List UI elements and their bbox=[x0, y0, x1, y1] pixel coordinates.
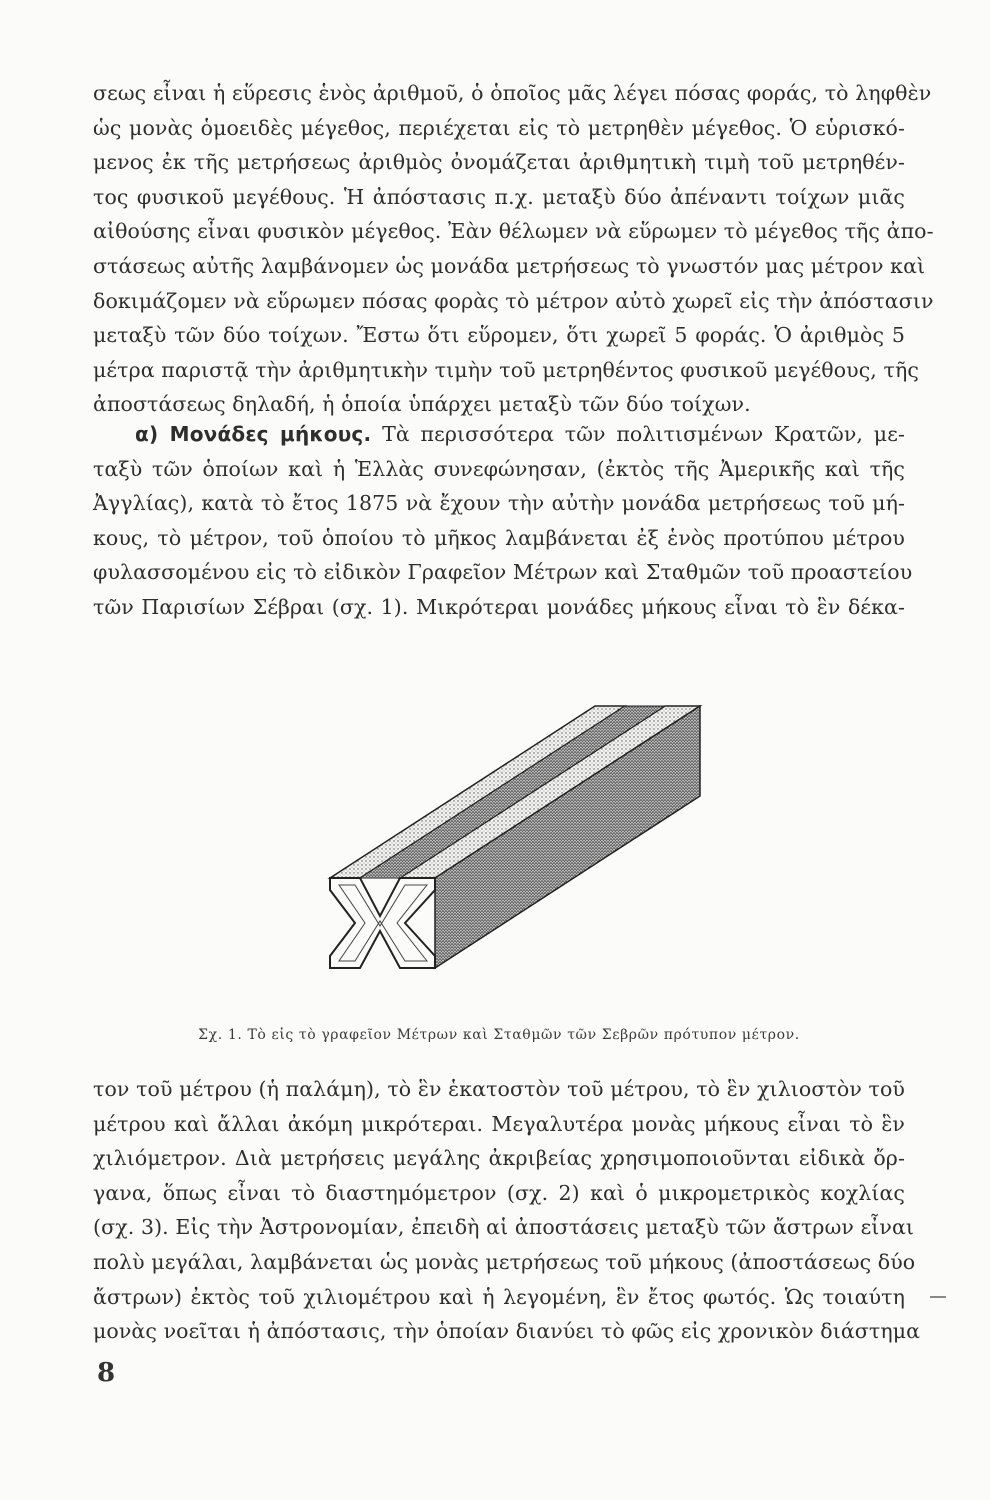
text-line: μέτρου καὶ ἄλλαι ἀκόμη μικρότεραι. Μεγαλυτέρα μονὰς μήκους εἶναι τὸ ἓν bbox=[93, 1111, 905, 1136]
text-line: (σχ. 3). Εἰς τὴν Ἀστρονομίαν, ἐπειδὴ αἱ ἀποστάσεις μεταξὺ τῶν ἄστρων εἶναι bbox=[93, 1215, 915, 1240]
text-line: τος φυσικοῦ μεγέθους. Ἡ ἀπόστασις π.χ. μεταξὺ δύο ἀπέναντι τοίχων μιᾶς bbox=[93, 184, 905, 209]
text-line: γανα, ὅπως εἶναι τὸ διαστημόμετρον (σχ. 2) καὶ ὁ μικρομετρικὸς κοχλίας bbox=[93, 1180, 905, 1205]
section-heading: α) Μονάδες μήκους. bbox=[135, 422, 372, 446]
paragraph-measurement-definition bbox=[93, 76, 934, 422]
paragraph-smaller-larger-units bbox=[93, 1072, 921, 1349]
text-line: μεταξὺ τῶν δύο τοίχων. Ἔστω ὅτι εὕρομεν, ὅτι χωρεῖ 5 φοράς. Ὁ ἀριθμὸς 5 bbox=[93, 323, 905, 348]
text-line: αἰθούσης εἶναι φυσικὸν μέγεθος. Ἐὰν θέλωμεν νὰ εὕρωμεν τὸ μέγεθος τῆς ἀπο- bbox=[93, 219, 934, 244]
text-line-with-heading bbox=[93, 417, 905, 452]
standard-meter-bar-figure bbox=[325, 688, 705, 988]
figure-caption: Σχ. 1. Τὸ εἰς τὸ γραφεῖον Μέτρων καὶ Σταθμῶν τῶν Σεβρῶν πρότυπον μέτρον. bbox=[198, 1027, 800, 1043]
text-line: φυλασσομένου εἰς τὸ εἰδικὸν Γραφεῖον Μέτρων καὶ Σταθμῶν τοῦ προαστείου bbox=[93, 560, 913, 585]
text-line: ταξὺ τῶν ὁποίων καὶ ἡ Ἑλλὰς συνεφώνησαν, (ἐκτὸς τῆς Ἀμερικῆς καὶ τῆς bbox=[93, 456, 905, 481]
margin-mark bbox=[930, 1296, 946, 1298]
text-line: χιλιόμετρον. Διὰ μετρήσεις μεγάλης ἀκριβείας χρησιμοποιοῦνται εἰδικὰ ὄρ- bbox=[93, 1146, 905, 1171]
paragraph-length-units bbox=[93, 417, 913, 625]
text-line: τον τοῦ μέτρου (ἡ παλάμη), τὸ ἓν ἑκατοστὸν τοῦ μέτρου, τὸ ἓν χιλιοστὸν τοῦ bbox=[93, 1077, 905, 1101]
text-line: τῶν Παρισίων Σέβραι (σχ. 1). Μικρότεραι μονάδες μήκους εἶναι τὸ ἓν δέκα- bbox=[93, 594, 905, 619]
text-line: ἄστρων) ἐκτὸς τοῦ χιλιομέτρου καὶ ἡ λεγομένη, ἓν ἔτος φωτός. Ὡς τοιαύτη bbox=[93, 1284, 905, 1309]
text-line: σεως εἶναι ἡ εὕρεσις ἑνὸς ἀριθμοῦ, ὁ ὁποῖος μᾶς λέγει πόσας φοράς, τὸ ληφθὲν bbox=[93, 81, 932, 105]
text-line: μονὰς νοεῖται ἡ ἀπόστασις, τὴν ὁποίαν διανύει τὸ φῶς εἰς χρονικὸν διάστημα bbox=[93, 1319, 921, 1344]
text-line-start: Τὰ περισσότερα τῶν πολιτισμένων Κρατῶν, με- bbox=[382, 422, 905, 446]
text-line: πολὺ μεγάλαι, λαμβάνεται ὡς μονὰς μετρήσεως τοῦ μήκους (ἀποστάσεως δύο bbox=[93, 1249, 916, 1274]
text-line: στάσεως αὐτῆς λαμβάνομεν ὡς μονάδα μετρήσεως τὸ γνωστόν μας μέτρον καὶ bbox=[93, 253, 926, 278]
text-line: ἀποστάσεως δηλαδή, ἡ ὁποία ὑπάρχει μεταξὺ τῶν δύο τοίχων. bbox=[93, 392, 751, 417]
text-line: δοκιμάζομεν νὰ εὕρωμεν πόσας φορὰς τὸ μέτρον αὐτὸ χωρεῖ εἰς τὴν ἀπόστασιν bbox=[93, 288, 934, 313]
text-line: μέτρα παριστᾷ τὴν ἀριθμητικὴν τιμὴν τοῦ μετρηθέντος φυσικοῦ μεγέθους, τῆς bbox=[93, 357, 919, 382]
text-line: μενος ἐκ τῆς μετρήσεως ἀριθμὸς ὀνομάζεται ἀριθμητικὴ τιμὴ τοῦ μετρηθέν- bbox=[93, 150, 905, 175]
text-line: ὡς μονὰς ὁμοειδὲς μέγεθος, περιέχεται εἰς τὸ μετρηθὲν μέγεθος. Ὁ εὑρισκό- bbox=[93, 115, 905, 140]
beam-x-cross-section bbox=[330, 878, 435, 968]
text-line: κους, τὸ μέτρον, τοῦ ὁποίου τὸ μῆκος λαμβάνεται ἐξ ἑνὸς προτύπου μέτρου bbox=[93, 525, 905, 550]
text-line: Ἀγγλίας), κατὰ τὸ ἔτος 1875 νὰ ἔχουν τὴν αὐτὴν μονάδα μετρήσεως τοῦ μή- bbox=[93, 491, 905, 516]
page-number: 8 bbox=[97, 1358, 116, 1388]
